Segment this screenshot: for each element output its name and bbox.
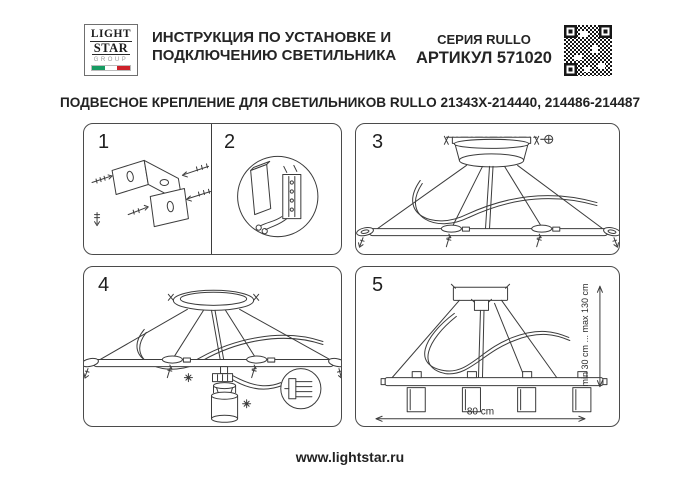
end-connector-right [328, 357, 341, 378]
italian-flag-stripe [91, 65, 131, 71]
magnifier-wiring-detail [238, 156, 318, 236]
step-4-number: 4 [98, 274, 110, 296]
fixture-bar [356, 225, 619, 247]
end-connector-left [84, 357, 99, 378]
website-url: www.lightstar.ru [295, 449, 405, 465]
step-3-number: 3 [372, 131, 384, 153]
step-1-number: 1 [98, 131, 110, 153]
step-1-2-drawing [84, 124, 341, 254]
logo-word-star: STAR [93, 40, 129, 55]
magnifier-connector-detail [281, 369, 321, 409]
panel-step-3 [355, 123, 620, 255]
suspension-cables [392, 300, 557, 377]
lamp-shades [407, 388, 591, 412]
screw-icon [95, 213, 100, 226]
page-title [152, 29, 396, 66]
document-subtitle: ПОДВЕСНОЕ КРЕПЛЕНИЕ ДЛЯ СВЕТИЛЬНИКОВ RULLO 21343X-214440, 214486-214487 [59, 95, 641, 110]
suspension-cables [376, 165, 604, 229]
lightstar-logo [84, 24, 138, 76]
qr-code-icon [562, 21, 614, 79]
series-article-block [405, 32, 563, 68]
power-cord [413, 180, 597, 223]
height-dimension-arrow [597, 286, 602, 386]
mounting-bracket [112, 160, 188, 226]
panel-step-5 [355, 266, 620, 427]
logo-word-light: LIGHT [90, 28, 132, 40]
end-connector-left [356, 226, 374, 247]
height-dimension-label: min 30 cm ... max 130 cm [580, 283, 590, 387]
step-5-number: 5 [372, 274, 384, 296]
canopy [168, 290, 258, 310]
lamp-shade [211, 383, 237, 423]
canopy [454, 139, 528, 167]
logo-word-group: GROUP [93, 56, 129, 63]
fixture-bar [381, 372, 607, 386]
screw-plus-icon [541, 135, 553, 143]
page-title-line1: ИНСТРУКЦИЯ ПО УСТАНОВКЕ И [152, 29, 392, 46]
article-label: АРТИКУЛ 571020 [416, 49, 552, 67]
ceiling-plate [451, 284, 509, 310]
width-dimension-label: 80 cm [466, 406, 495, 418]
step-2-number: 2 [224, 131, 236, 153]
step-4-drawing [84, 267, 341, 426]
step-3-drawing [356, 124, 619, 254]
end-connector-right [603, 226, 619, 247]
series-label: СЕРИЯ RULLO [437, 32, 531, 47]
panel-steps-1-2 [83, 123, 342, 255]
page-title-line2: ПОДКЛЮЧЕНИЮ СВЕТИЛЬНИКА [152, 47, 397, 65]
panel-step-4 [83, 266, 342, 427]
